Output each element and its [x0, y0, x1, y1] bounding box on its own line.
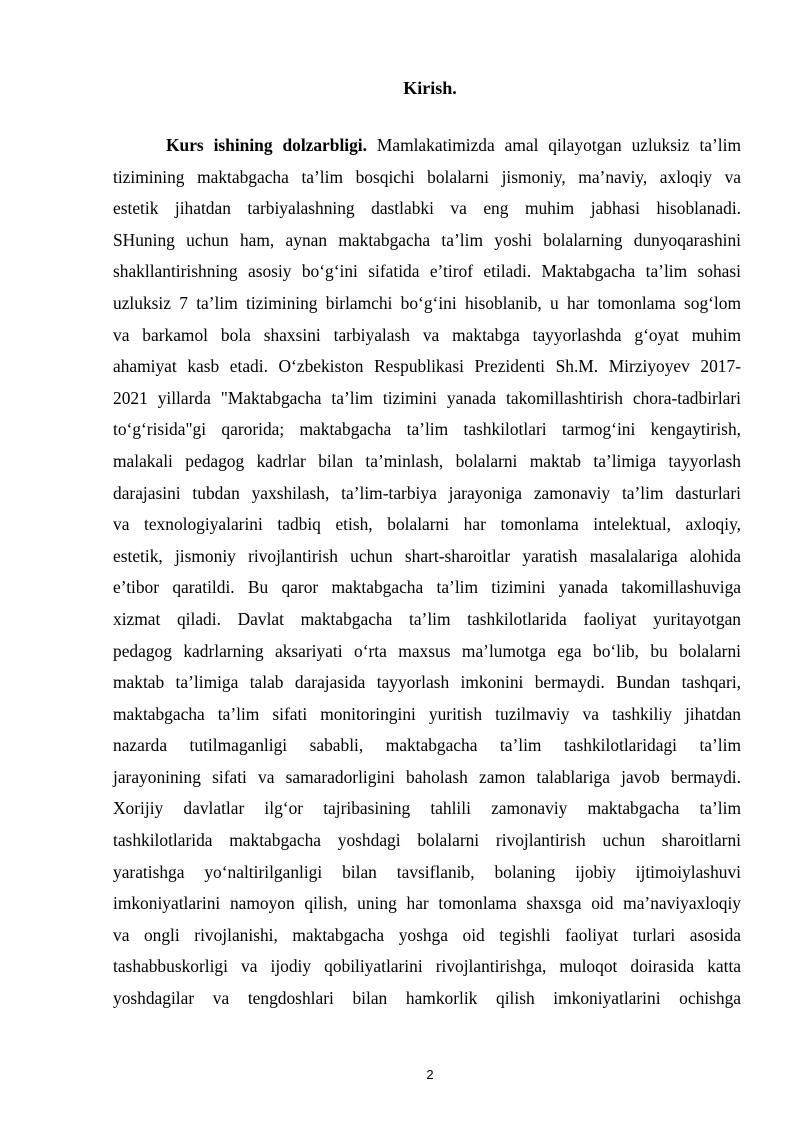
paragraph-line: estetik jihatdan tarbiyalashning dastlabki va eng muhim jabhasi hisoblanadi. — [113, 198, 741, 219]
body-paragraph — [113, 130, 741, 1015]
paragraph-line: tizimining maktabgacha ta’lim bosqichi bolalarni jismoniy, ma’naviy, axloqiy va — [113, 166, 741, 187]
paragraph-line: jarayonining sifati va samaradorligini baholash zamon talablariga javob bermaydi. — [113, 766, 741, 787]
paragraph-line: e’tibor qaratildi. Bu qaror maktabgacha ta’lim tizimini yanada takomillashuviga — [113, 577, 741, 598]
paragraph-line: SHuning uchun ham, aynan maktabgacha ta’lim yoshi bolalarning dunyoqarashini — [113, 229, 741, 250]
paragraph-line — [113, 130, 741, 162]
paragraph-line: maktabgacha ta’lim sifati monitoringini yuritish tuzilmaviy va tashkiliy jihatdan — [113, 703, 741, 724]
line-text: Mamlakatimizda amal qilayotgan uzluksiz ta’lim — [367, 135, 741, 155]
paragraph-line: nazarda tutilmaganligi sababli, maktabgacha ta’lim tashkilotlaridagi ta’lim — [113, 735, 741, 756]
paragraph-line: 2021 yillarda "Maktabgacha ta’lim tizimini yanada takomillashtirish chora-tadbirlari — [113, 387, 741, 408]
page-number: 2 — [426, 1067, 434, 1082]
paragraph-line: uzluksiz 7 ta’lim tizimining birlamchi bo‘g‘ini hisoblanib, u har tomonlama sog‘lom — [113, 292, 741, 313]
page-title: Kirish. — [403, 78, 457, 98]
paragraph-line: va ongli rivojlanishi, maktabgacha yoshga oid tegishli faoliyat turlari asosida — [113, 924, 741, 945]
paragraph-line: tashkilotlarida maktabgacha yoshdagi bolalarni rivojlantirish uchun sharoitlarni — [113, 830, 741, 851]
paragraph-line: maktab ta’limiga talab darajasida tayyorlash imkonini bermaydi. Bundan tashqari, — [113, 672, 741, 693]
paragraph-line: pedagog kadrlarning aksariyati o‘rta maxsus ma’lumotga ega bo‘lib, bu bolalarni — [113, 640, 741, 661]
paragraph-line: xizmat qiladi. Davlat maktabgacha ta’lim tashkilotlarida faoliyat yuritayotgan — [113, 608, 741, 629]
paragraph-line: shakllantirishning asosiy bo‘g‘ini sifatida e’tirof etiladi. Maktabgacha ta’lim sohasi — [113, 261, 741, 282]
lead-heading: Kurs ishining dolzarbligi. — [166, 135, 367, 155]
paragraph-line: estetik, jismoniy rivojlantirish uchun shart-sharoitlar yaratish masalalariga alohida — [113, 545, 741, 566]
paragraph-line: yoshdagilar va tengdoshlari bilan hamkorlik qilish imkoniyatlarini ochishga — [113, 988, 741, 1009]
paragraph-line: imkoniyatlarini namoyon qilish, uning har tomonlama shaxsga oid ma’naviyaxloqiy — [113, 893, 741, 914]
paragraph-line: malakali pedagog kadrlar bilan ta’minlash, bolalarni maktab ta’limiga tayyorlash — [113, 450, 741, 471]
paragraph-line: va texnologiyalarini tadbiq etish, bolalarni har tomonlama intelektual, axloqiy, — [113, 514, 741, 535]
paragraph-line: yaratishga yo‘naltirilganligi bilan tavsiflanib, bolaning ijobiy ijtimoiylashuvi — [113, 861, 741, 882]
paragraph-line: va barkamol bola shaxsini tarbiyalash va maktabga tayyorlashda g‘oyat muhim — [113, 324, 741, 345]
paragraph-line: Xorijiy davlatlar ilg‘or tajribasining tahlili zamonaviy maktabgacha ta’lim — [113, 798, 741, 819]
paragraph-line: to‘g‘risida"gi qarorida; maktabgacha ta’lim tashkilotlari tarmog‘ini kengaytirish, — [113, 419, 741, 440]
paragraph-line: tashabbuskorligi va ijodiy qobiliyatlarini rivojlantirishga, muloqot doirasida katta — [113, 956, 741, 977]
paragraph-line: darajasini tubdan yaxshilash, ta’lim-tarbiya jarayoniga zamonaviy ta’lim dasturlari — [113, 482, 741, 503]
paragraph-line: ahamiyat kasb etadi. O‘zbekiston Respublikasi Prezidenti Sh.M. Mirziyoyev 2017- — [113, 356, 741, 377]
